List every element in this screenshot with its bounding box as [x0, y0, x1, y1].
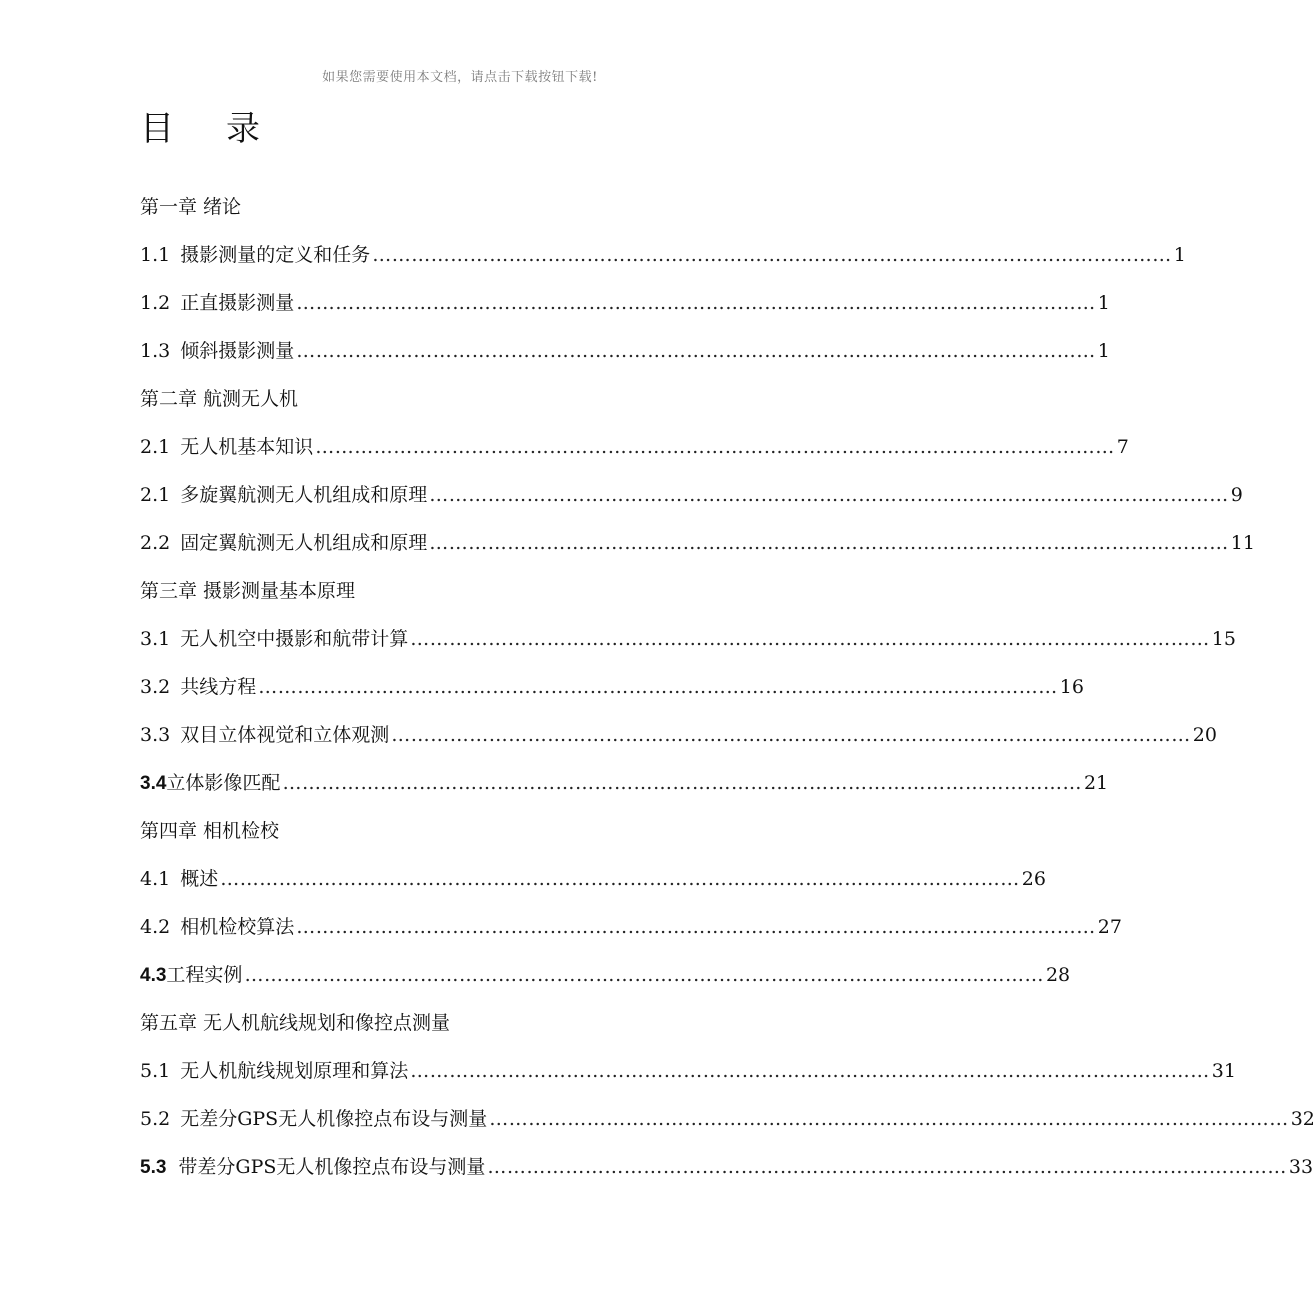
chapter-5-heading: 第五章 无人机航线规划和像控点测量 [140, 1012, 451, 1034]
leader-dots: …………………………………………………………………………………………………………… [296, 340, 1096, 362]
entry-number: 3.4 [140, 773, 167, 794]
entry-title: 共线方程 [180, 676, 257, 698]
entry-page: 1 [1173, 244, 1186, 266]
entry-page: 7 [1116, 436, 1129, 458]
entry-title: 倾斜摄影测量 [180, 340, 295, 362]
entry-page: 1 [1097, 292, 1110, 314]
entry-page: 15 [1211, 628, 1236, 650]
leader-dots: …………………………………………………………………………………………………………… [296, 292, 1096, 314]
entry-title: 无差分GPS无人机像控点布设与测量 [180, 1108, 488, 1130]
entry-number: 4.2 [140, 916, 171, 938]
toc-entry-3-3[interactable] [140, 724, 1217, 747]
entry-number: 5.2 [140, 1108, 171, 1130]
entry-page: 33 [1288, 1156, 1314, 1178]
chapter-1-heading: 第一章 绪论 [140, 196, 242, 218]
entry-title: 摄影测量的定义和任务 [180, 244, 371, 266]
entry-title: 无人机基本知识 [180, 436, 314, 458]
toc-entry-2-1b[interactable] [140, 484, 1243, 507]
toc-entry-5-1[interactable] [140, 1060, 1236, 1083]
toc-entry-1-2[interactable] [140, 292, 1110, 315]
entry-title: 带差分GPS无人机像控点布设与测量 [178, 1156, 486, 1178]
leader-dots: …………………………………………………………………………………………………………… [220, 868, 1020, 890]
entry-title: 双目立体视觉和立体观测 [180, 724, 390, 746]
entry-page: 26 [1021, 868, 1046, 890]
entry-page: 1 [1097, 340, 1110, 362]
entry-number: 3.3 [140, 724, 171, 746]
entry-title: 概述 [180, 868, 219, 890]
entry-number: 3.1 [140, 628, 171, 650]
toc-entry-4-2[interactable] [140, 916, 1122, 939]
entry-page: 31 [1211, 1060, 1236, 1082]
entry-number: 3.2 [140, 676, 171, 698]
entry-page: 16 [1059, 676, 1084, 698]
leader-dots: …………………………………………………………………………………………………………… [489, 1108, 1289, 1130]
entry-page: 21 [1083, 772, 1109, 794]
toc-entry-2-1[interactable] [140, 436, 1129, 459]
entry-title: 立体影像匹配 [166, 772, 281, 794]
entry-page: 11 [1230, 532, 1255, 554]
toc-entry-4-1[interactable] [140, 868, 1046, 891]
toc-entry-5-3[interactable] [140, 1156, 1314, 1180]
entry-title: 正直摄影测量 [180, 292, 295, 314]
chapter-2-heading: 第二章 航测无人机 [140, 388, 299, 410]
entry-number: 2.1 [140, 436, 171, 458]
entry-number: 1.3 [140, 340, 171, 362]
entry-title: 固定翼航测无人机组成和原理 [180, 532, 428, 554]
toc-entry-2-2[interactable] [140, 532, 1255, 555]
leader-dots: …………………………………………………………………………………………………………… [244, 964, 1044, 986]
entry-page: 20 [1192, 724, 1217, 746]
download-hint: 如果您需要使用本文档，请点击下载按钮下载! [322, 70, 598, 85]
toc-title: 目录 [140, 109, 312, 149]
entry-page: 28 [1045, 964, 1071, 986]
leader-dots: …………………………………………………………………………………………………………… [391, 724, 1191, 746]
entry-title: 无人机空中摄影和航带计算 [180, 628, 409, 650]
leader-dots: …………………………………………………………………………………………………………… [487, 1156, 1287, 1178]
entry-title: 工程实例 [166, 964, 243, 986]
leader-dots: …………………………………………………………………………………………………………… [372, 244, 1172, 266]
entry-page: 9 [1230, 484, 1243, 506]
leader-dots: …………………………………………………………………………………………………………… [429, 532, 1229, 554]
toc-entry-3-2[interactable] [140, 676, 1084, 699]
entry-number: 2.1 [140, 484, 171, 506]
entry-page: 27 [1097, 916, 1122, 938]
entry-number: 1.1 [140, 244, 171, 266]
leader-dots: …………………………………………………………………………………………………………… [410, 1060, 1210, 1082]
toc-entry-1-1[interactable] [140, 244, 1186, 267]
chapter-3-heading: 第三章 摄影测量基本原理 [140, 580, 356, 602]
leader-dots: …………………………………………………………………………………………………………… [429, 484, 1229, 506]
entry-title: 相机检校算法 [180, 916, 295, 938]
toc-entry-4-3[interactable] [140, 964, 1071, 988]
leader-dots: …………………………………………………………………………………………………………… [296, 916, 1096, 938]
leader-dots: …………………………………………………………………………………………………………… [258, 676, 1058, 698]
entry-page: 32 [1290, 1108, 1315, 1130]
toc-entry-1-3[interactable] [140, 340, 1110, 363]
chapter-4-heading: 第四章 相机检校 [140, 820, 280, 842]
entry-title: 无人机航线规划原理和算法 [180, 1060, 409, 1082]
leader-dots: …………………………………………………………………………………………………………… [315, 436, 1115, 458]
toc-entry-3-4[interactable] [140, 772, 1109, 796]
entry-number: 1.2 [140, 292, 171, 314]
toc-entry-3-1[interactable] [140, 628, 1236, 651]
entry-title: 多旋翼航测无人机组成和原理 [180, 484, 428, 506]
entry-number: 5.1 [140, 1060, 171, 1082]
entry-number: 4.3 [140, 965, 167, 986]
entry-number: 4.1 [140, 868, 171, 890]
entry-number: 2.2 [140, 532, 171, 554]
entry-number: 5.3 [140, 1157, 167, 1178]
leader-dots: …………………………………………………………………………………………………………… [282, 772, 1082, 794]
toc-entry-5-2[interactable] [140, 1108, 1315, 1131]
leader-dots: …………………………………………………………………………………………………………… [410, 628, 1210, 650]
